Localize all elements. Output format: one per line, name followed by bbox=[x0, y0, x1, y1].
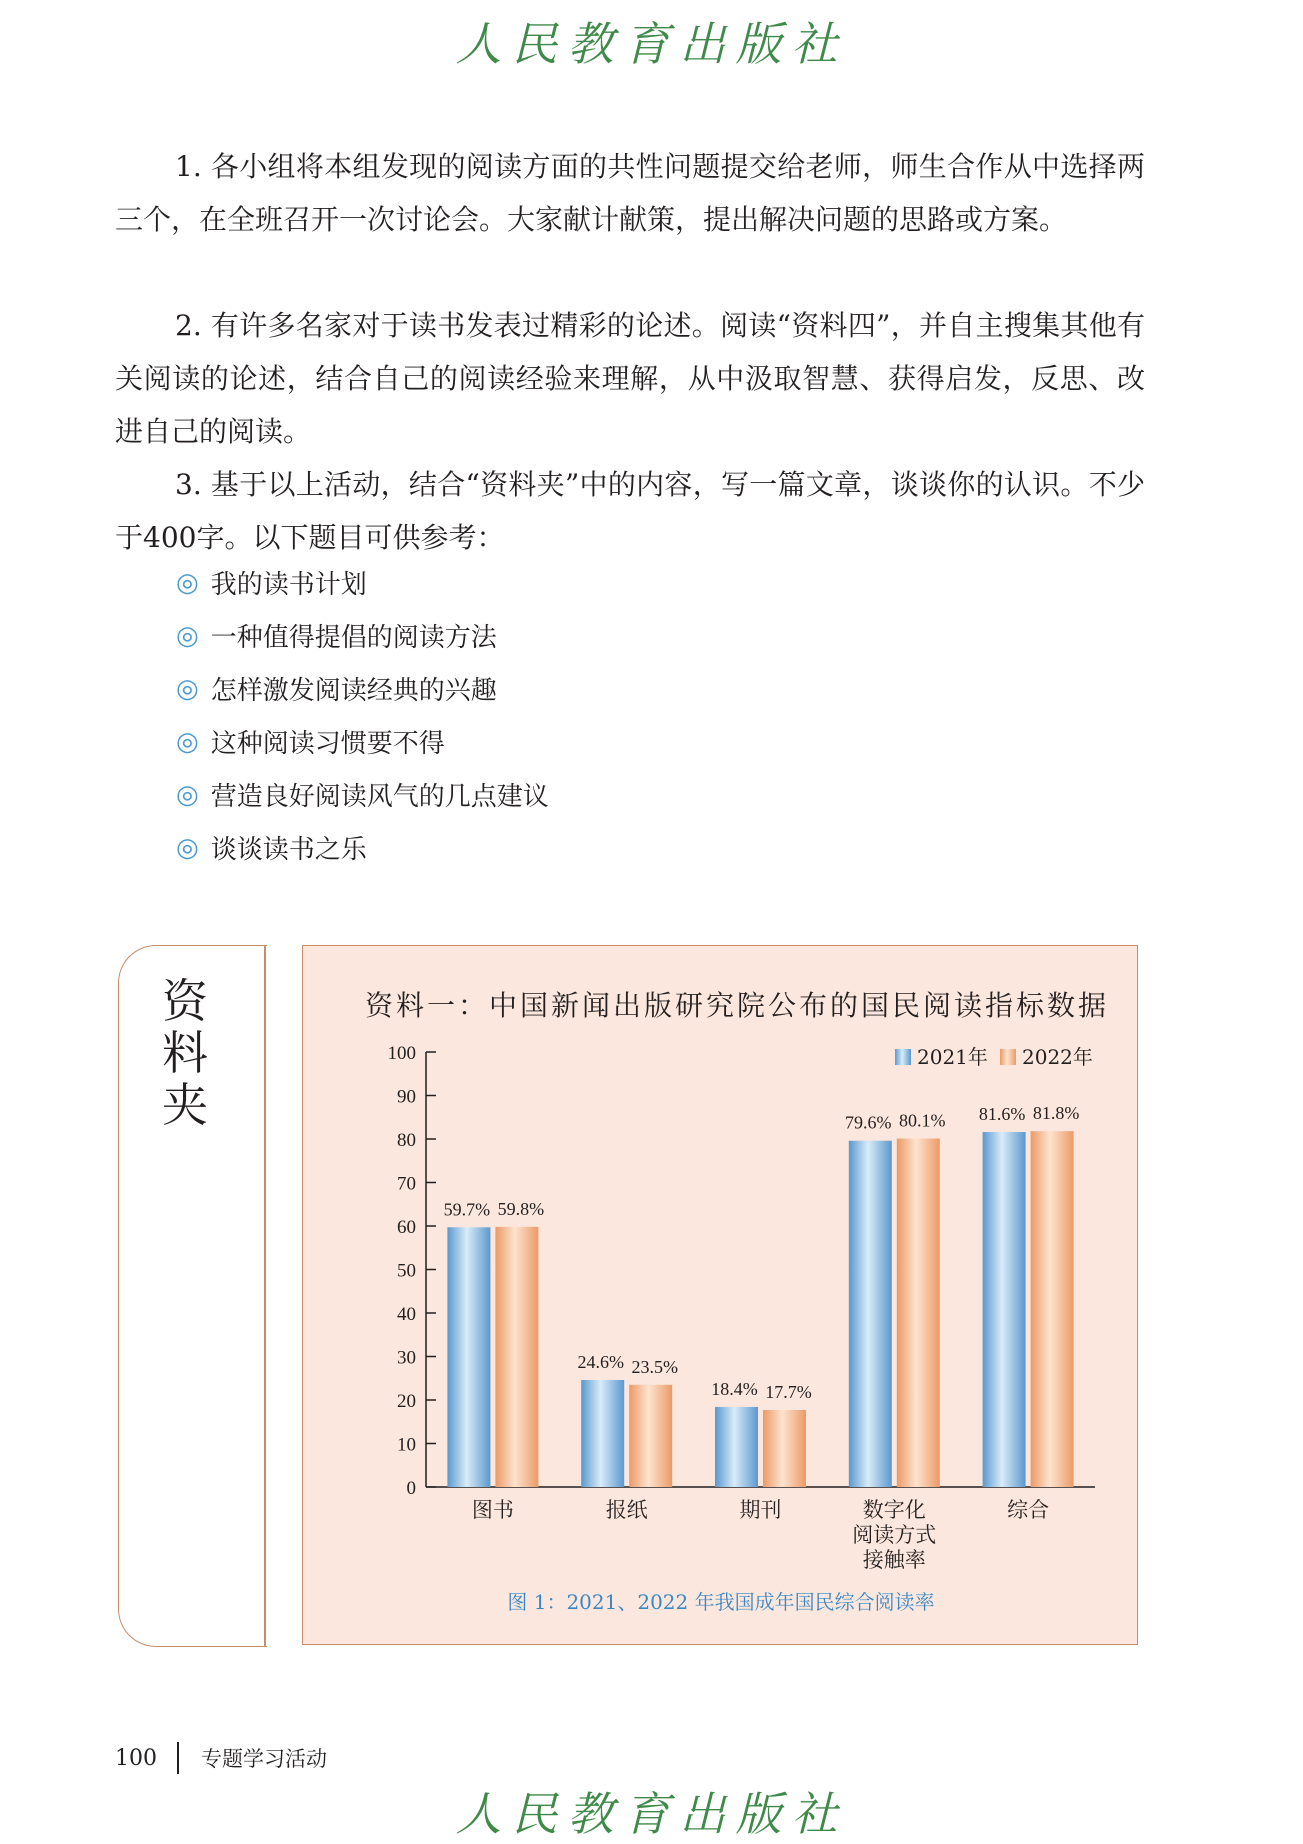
category-label: 阅读方式 bbox=[852, 1523, 937, 1547]
legend-swatch-2021 bbox=[895, 1049, 911, 1065]
bar-2022 bbox=[629, 1385, 672, 1487]
topic-item: ◎ 我的读书计划 bbox=[176, 567, 367, 600]
topic-list bbox=[176, 556, 549, 874]
category-label: 接触率 bbox=[862, 1548, 926, 1572]
y-tick-label: 10 bbox=[397, 1434, 416, 1456]
bar-2021 bbox=[715, 1407, 758, 1487]
bar-2022 bbox=[897, 1139, 940, 1487]
bar-2021 bbox=[447, 1227, 490, 1487]
y-tick-label: 40 bbox=[397, 1304, 416, 1325]
double-circle-icon: ◎ bbox=[176, 567, 199, 598]
category-label: 数字化 bbox=[862, 1498, 926, 1522]
data-label: 79.6% bbox=[845, 1112, 892, 1133]
topic-item: ◎ 这种阅读习惯要不得 bbox=[176, 726, 445, 759]
paragraph-1: 1. 各小组将本组发现的阅读方面的共性问题提交给老师，师生合作从中选择两三个，在全班召开一次讨论会。大家献计献策，提出解决问题的思路或方案。 bbox=[115, 150, 1145, 236]
bar-2022 bbox=[495, 1227, 538, 1487]
category-label: 综合 bbox=[1007, 1498, 1050, 1522]
y-tick-label: 80 bbox=[397, 1130, 416, 1151]
y-tick-label: 20 bbox=[397, 1391, 416, 1412]
paragraph-2: 2. 有许多名家对于读书发表过精彩的论述。阅读“资料四”，并自主搜集其他有关阅读的论述，结合自己的阅读经验来理解，从中汲取智慧、获得启发，反思、改进自己的阅读。 bbox=[115, 309, 1145, 448]
bar-2022 bbox=[763, 1410, 806, 1487]
y-tick-label: 90 bbox=[397, 1086, 416, 1108]
publisher-logo-bottom: 人民教育出版社 bbox=[455, 1787, 848, 1841]
tab-divider bbox=[264, 945, 266, 1647]
data-label: 18.4% bbox=[711, 1378, 758, 1399]
material-folder-label: 资料夹 bbox=[162, 974, 208, 1132]
y-tick-label: 100 bbox=[387, 1043, 416, 1064]
y-tick-label: 50 bbox=[397, 1260, 416, 1282]
material-panel bbox=[302, 945, 1138, 1645]
y-tick-label: 70 bbox=[397, 1173, 416, 1195]
data-label: 24.6% bbox=[577, 1351, 624, 1372]
publisher-logo-top: 人民教育出版社 bbox=[455, 17, 848, 71]
topic-item: ◎ 谈谈读书之乐 bbox=[176, 832, 367, 865]
bar-2021 bbox=[849, 1141, 892, 1487]
material-title: 资料一：中国新闻出版研究院公布的国民阅读指标数据 bbox=[365, 989, 1110, 1022]
category-label: 期刊 bbox=[739, 1498, 782, 1522]
data-label: 59.7% bbox=[443, 1199, 491, 1220]
bar-2021 bbox=[581, 1380, 624, 1487]
data-label: 81.8% bbox=[1032, 1103, 1080, 1124]
reading-rate-bar-chart bbox=[303, 946, 1139, 1586]
data-label: 59.8% bbox=[497, 1198, 545, 1219]
legend-label: 2021年 bbox=[917, 1045, 988, 1069]
legend-label: 2022年 bbox=[1022, 1045, 1093, 1069]
data-label: 80.1% bbox=[899, 1110, 946, 1131]
double-circle-icon: ◎ bbox=[176, 673, 199, 704]
data-label: 81.6% bbox=[978, 1104, 1026, 1125]
topic-item: ◎ 营造良好阅读风气的几点建议 bbox=[176, 779, 549, 812]
topic-item: ◎ 怎样激发阅读经典的兴趣 bbox=[176, 673, 497, 706]
bar-2021 bbox=[983, 1132, 1026, 1487]
category-label: 报纸 bbox=[605, 1498, 648, 1522]
double-circle-icon: ◎ bbox=[176, 726, 199, 757]
double-circle-icon: ◎ bbox=[176, 779, 199, 810]
topic-item: ◎ 一种值得提倡的阅读方法 bbox=[176, 620, 497, 653]
y-tick-label: 30 bbox=[397, 1347, 416, 1369]
bar-2022 bbox=[1031, 1131, 1074, 1487]
page-number: 100 bbox=[115, 1745, 157, 1771]
footer-divider bbox=[177, 1742, 179, 1774]
legend-swatch-2022 bbox=[1000, 1049, 1016, 1065]
section-name: 专题学习活动 bbox=[201, 1747, 327, 1771]
y-tick-label: 60 bbox=[397, 1217, 416, 1238]
figure-caption: 图 1：2021、2022 年我国成年国民综合阅读率 bbox=[507, 1590, 935, 1614]
category-label: 图书 bbox=[471, 1498, 514, 1522]
data-label: 23.5% bbox=[631, 1356, 678, 1377]
page-footer bbox=[115, 1742, 327, 1774]
double-circle-icon: ◎ bbox=[176, 620, 199, 651]
paragraph-3: 3. 基于以上活动，结合“资料夹”中的内容，写一篇文章，谈谈你的认识。不少于400字。以下题目可供参考： bbox=[115, 468, 1145, 554]
double-circle-icon: ◎ bbox=[176, 832, 199, 863]
data-label: 17.7% bbox=[765, 1382, 812, 1403]
y-tick-label: 0 bbox=[406, 1478, 416, 1499]
